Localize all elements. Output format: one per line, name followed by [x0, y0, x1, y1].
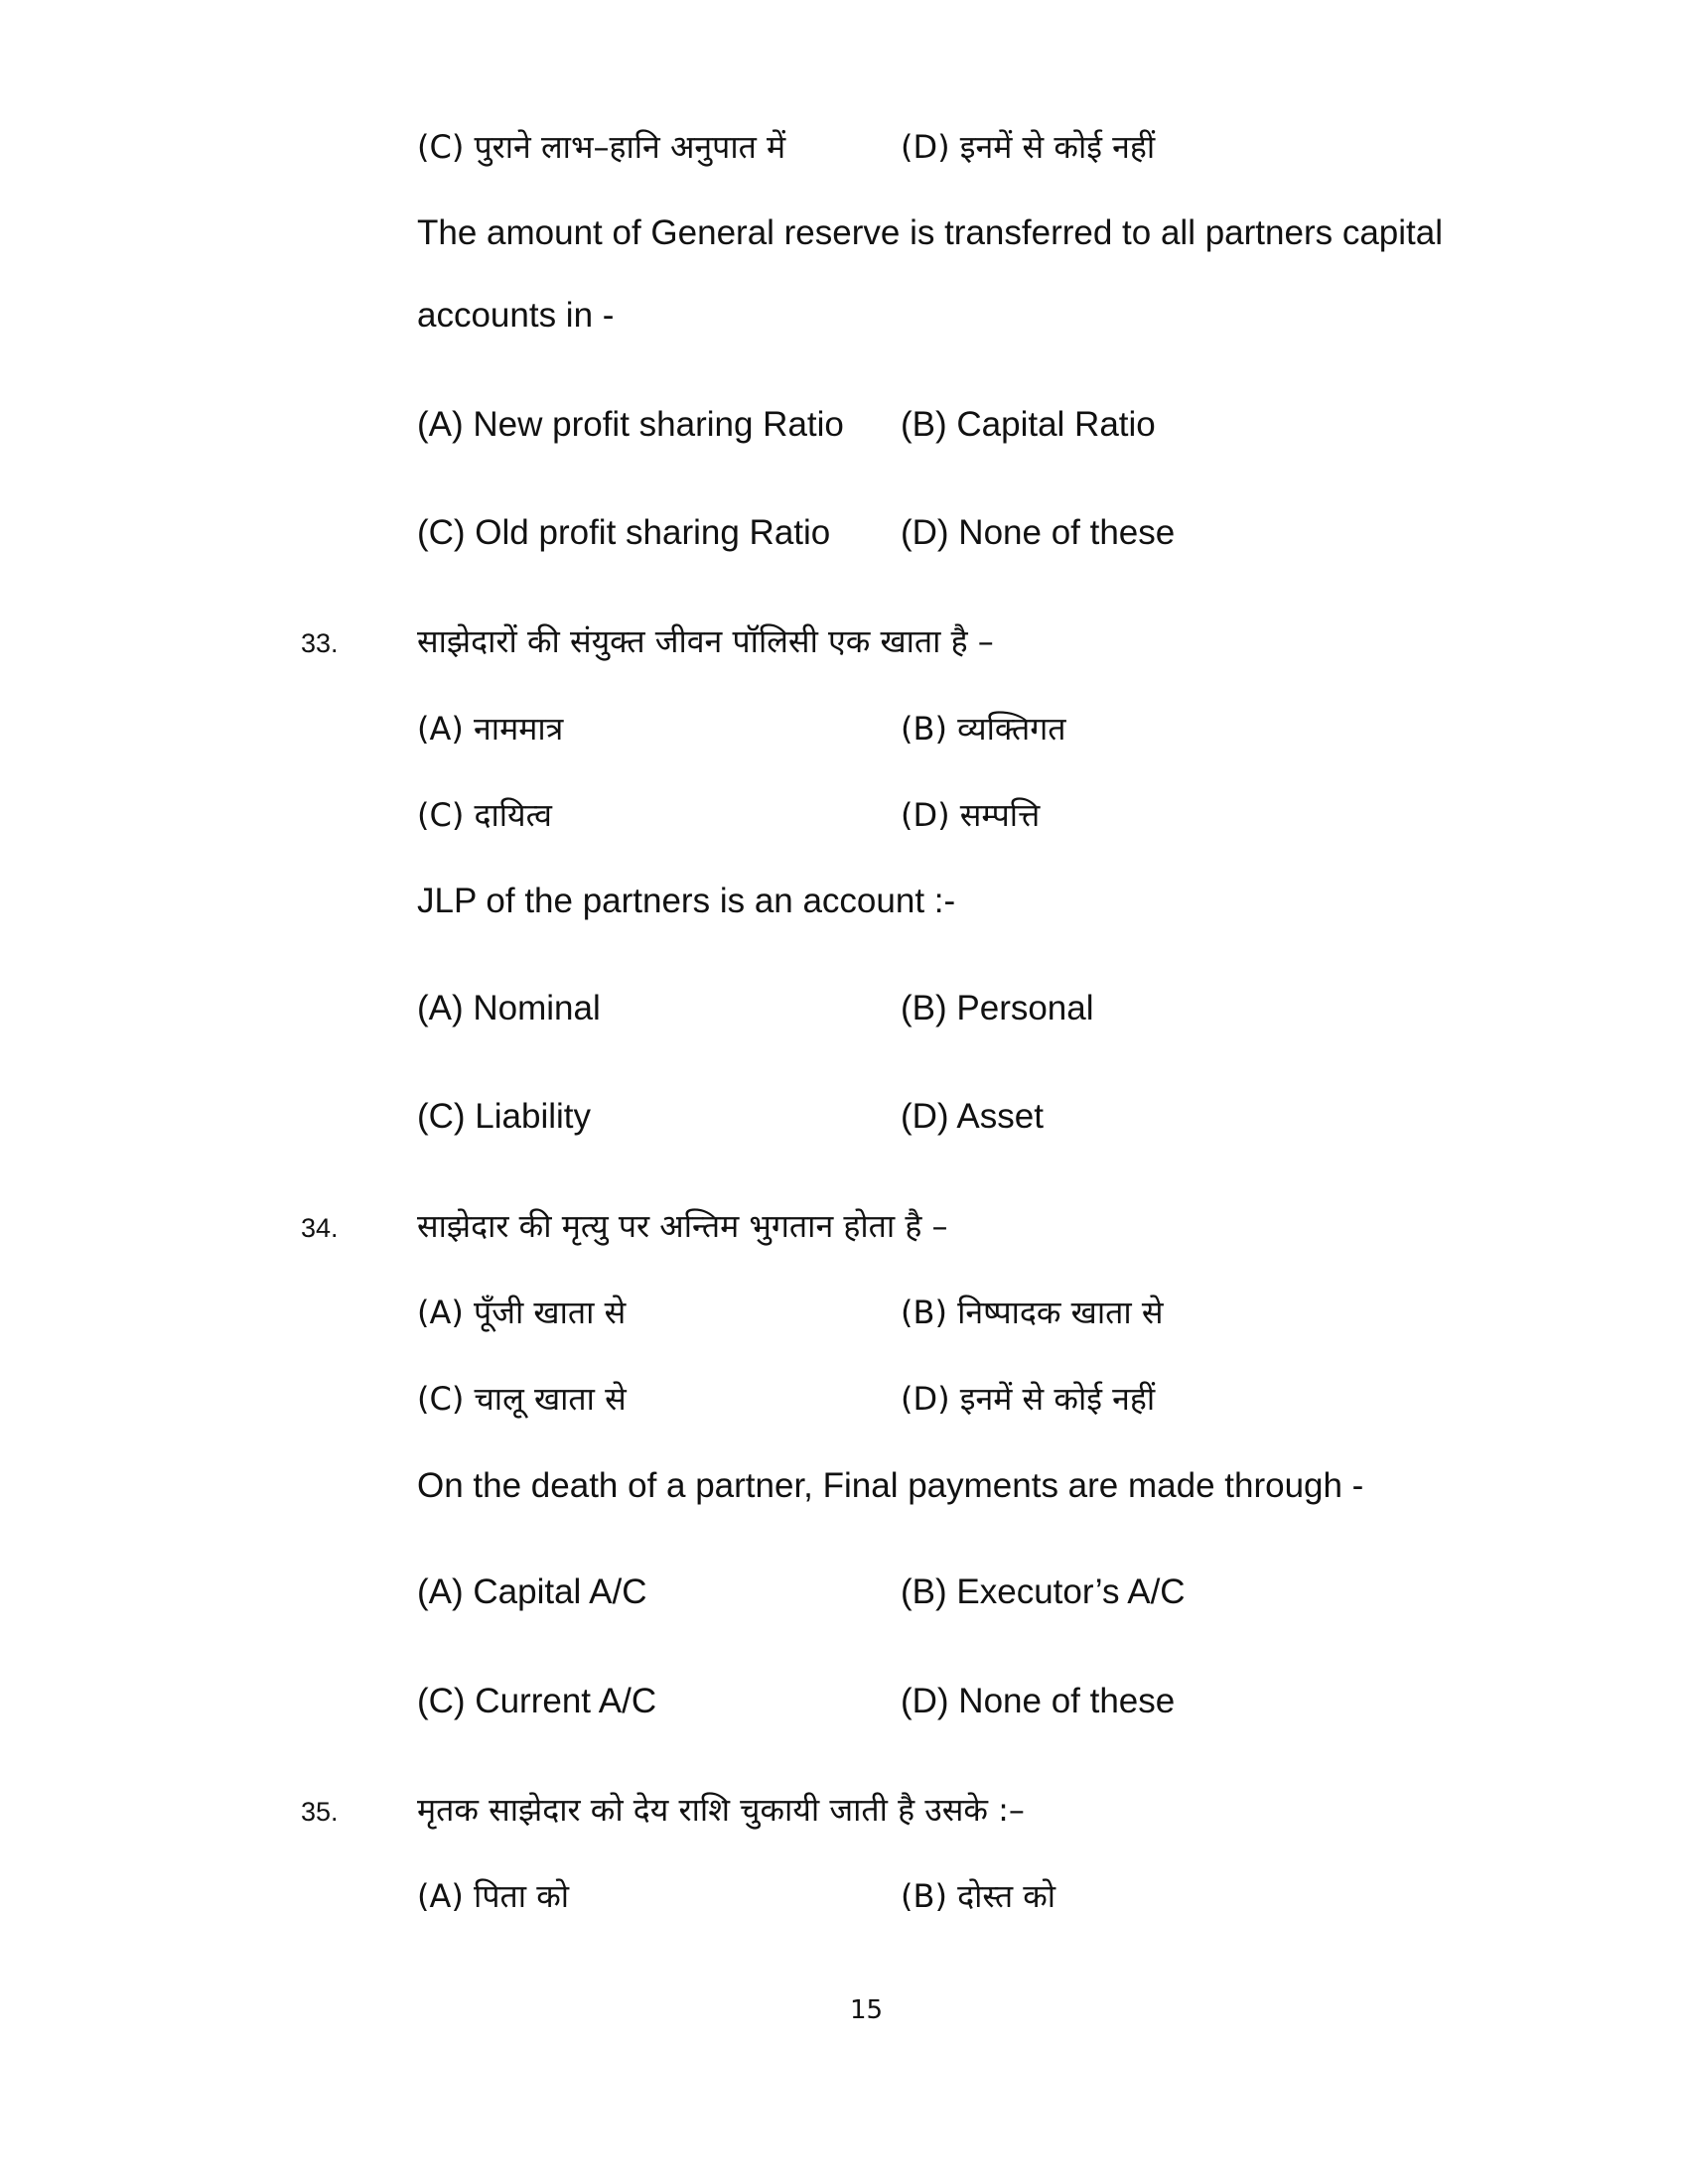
option-en-b: (B) Capital Ratio [901, 405, 1156, 444]
question-text-hi: मृतक साझेदार को देय राशि चुकायी जाती है उसके :– [417, 1791, 1025, 1829]
option-en-a: (A) Nominal [417, 989, 601, 1027]
option-hi-c: (C) चालू खाता से [417, 1380, 627, 1418]
question-text-en: JLP of the partners is an account :- [417, 882, 956, 920]
option-en-b: (B) Personal [901, 989, 1094, 1027]
option-hi-b: (B) दोस्त को [901, 1877, 1056, 1915]
question-text-hi: साझेदारों की संयुक्त जीवन पॉलिसी एक खाता है – [417, 622, 994, 660]
option-en-d: (D) None of these [901, 1682, 1176, 1720]
option-en-c: (C) Current A/C [417, 1682, 657, 1720]
option-en-c: (C) Old profit sharing Ratio [417, 513, 831, 552]
page-number: 15 [849, 1995, 884, 2025]
option-hi-b: (B) निष्पादक खाता से [901, 1294, 1164, 1331]
question-text-hi: साझेदार की मृत्यु पर अन्तिम भुगतान होता है – [417, 1207, 948, 1245]
option-hi-a: (A) पिता को [417, 1877, 570, 1915]
option-hi-d: (D) इनमें से कोई नहीं [901, 128, 1156, 166]
question-number: 35. [301, 1797, 339, 1827]
option-hi-d: (D) सम्पत्ति [901, 796, 1041, 834]
option-hi-b: (B) व्यक्तिगत [901, 710, 1066, 748]
option-en-a: (A) Capital A/C [417, 1572, 647, 1611]
option-en-c: (C) Liability [417, 1097, 592, 1136]
option-hi-d: (D) इनमें से कोई नहीं [901, 1380, 1156, 1418]
option-en-b: (B) Executor’s A/C [901, 1572, 1186, 1611]
option-hi-c: (C) दायित्व [417, 796, 552, 834]
option-hi-a: (A) नाममात्र [417, 710, 564, 748]
option-en-d: (D) None of these [901, 513, 1176, 552]
question-en-line2: accounts in - [417, 296, 615, 335]
option-en-a: (A) New profit sharing Ratio [417, 405, 844, 444]
question-text-en: On the death of a partner, Final payments are made through - [417, 1466, 1364, 1505]
question-number: 34. [301, 1213, 339, 1243]
question-en-line1: The amount of General reserve is transferred to all partners capital [417, 213, 1443, 252]
question-number: 33. [301, 628, 339, 658]
option-en-d: (D) Asset [901, 1097, 1044, 1136]
option-hi-a: (A) पूँजी खाता से [417, 1294, 627, 1331]
option-hi-c: (C) पुराने लाभ–हानि अनुपात में [417, 128, 786, 166]
